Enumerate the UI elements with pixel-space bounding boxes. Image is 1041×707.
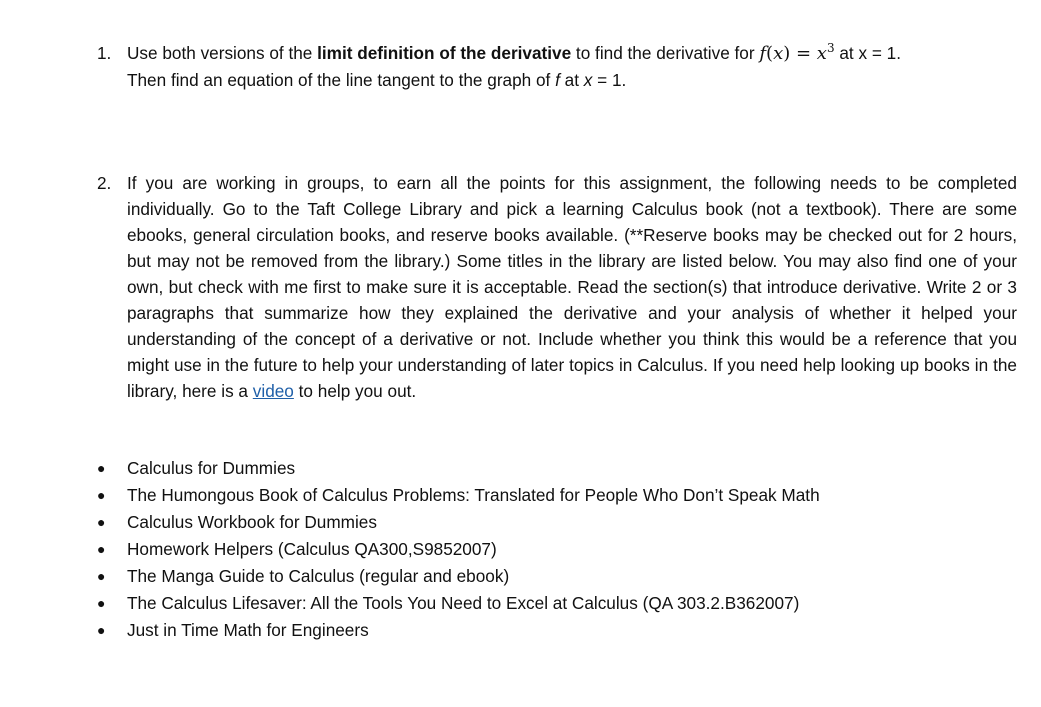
bullet-icon: ● <box>97 595 106 611</box>
q2-paragraph: If you are working in groups, to earn all the points for this assignment, the following needs to be completed individually. Go to the Taft College Library and pick a learning Calculus book (not a textbook). There are some ebooks, general circulation books, and reserve books available. (**Reserve books may be checked out for 2 hours, but may not be removed from the library.) Some titles in the library are listed below. You may also find one of your own, but check with me first to make sure it is acceptable. Read the section(s) that introduce derivative. Write 2 or 3 paragraphs that summarize how they explained the derivative and your analysis of whether it helped your understanding of the concept of a derivative or not. Include whether you think this would be a reference that you might use in the future to help your understanding of later topics in Calculus. If you need help looking up books in the library, here is a <box>127 173 1017 401</box>
fn-variable: x <box>773 43 784 64</box>
question-1-number: 1. <box>97 43 112 63</box>
list-item <box>97 509 997 536</box>
book-title: Just in Time Math for Engineers <box>127 620 369 640</box>
book-title: Calculus Workbook for Dummies <box>127 512 377 532</box>
q1-text-b: to find the derivative for <box>571 43 760 63</box>
question-2-text <box>127 170 1017 404</box>
q1-text-a: Use both versions of the <box>127 43 318 63</box>
bullet-icon: ● <box>97 622 106 638</box>
fn-open-paren: ( <box>766 43 774 64</box>
q1-line2-c: = 1. <box>592 70 627 90</box>
bullet-icon: ● <box>97 541 106 557</box>
fn-close-paren: ) <box>783 43 791 64</box>
bullet-icon: ● <box>97 460 106 476</box>
fn-equals: = <box>790 43 817 64</box>
q1-line2-a: Then find an equation of the line tangent to the graph of <box>127 70 556 90</box>
q1-text-c: at x = 1. <box>834 43 901 63</box>
list-item <box>97 455 997 482</box>
book-title: The Calculus Lifesaver: All the Tools You Need to Excel at Calculus (QA 303.2.B362007) <box>127 593 800 613</box>
question-2-number: 2. <box>97 173 112 193</box>
video-link[interactable]: video <box>252 381 294 401</box>
question-1 <box>97 40 1017 93</box>
book-title: The Manga Guide to Calculus (regular and ebook) <box>127 566 510 586</box>
list-item <box>97 617 997 644</box>
book-title: Calculus for Dummies <box>127 458 296 478</box>
book-list <box>97 455 997 644</box>
fn-base: x <box>816 43 827 64</box>
q1-line2-f: f <box>555 70 560 90</box>
question-2 <box>97 170 1017 404</box>
function-formula <box>759 43 834 64</box>
fn-exponent: 3 <box>826 41 835 55</box>
bullet-icon: ● <box>97 568 106 584</box>
list-item <box>97 482 997 509</box>
q2-paragraph-end: to help you out. <box>293 381 417 401</box>
fn-name: f <box>759 43 767 64</box>
book-title: The Humongous Book of Calculus Problems: Translated for People Who Don’t Speak Math <box>127 485 820 505</box>
bullet-icon: ● <box>97 487 106 503</box>
q1-line2-x: x <box>583 70 593 90</box>
bullet-icon: ● <box>97 514 106 530</box>
q1-bold-phrase: limit definition of the derivative <box>317 43 572 63</box>
list-item <box>97 536 997 563</box>
q1-line2-b: at <box>559 70 584 90</box>
book-title: Homework Helpers (Calculus QA300,S9852007) <box>127 539 497 559</box>
list-item <box>97 590 997 617</box>
list-item <box>97 563 997 590</box>
question-1-text <box>127 40 1017 93</box>
